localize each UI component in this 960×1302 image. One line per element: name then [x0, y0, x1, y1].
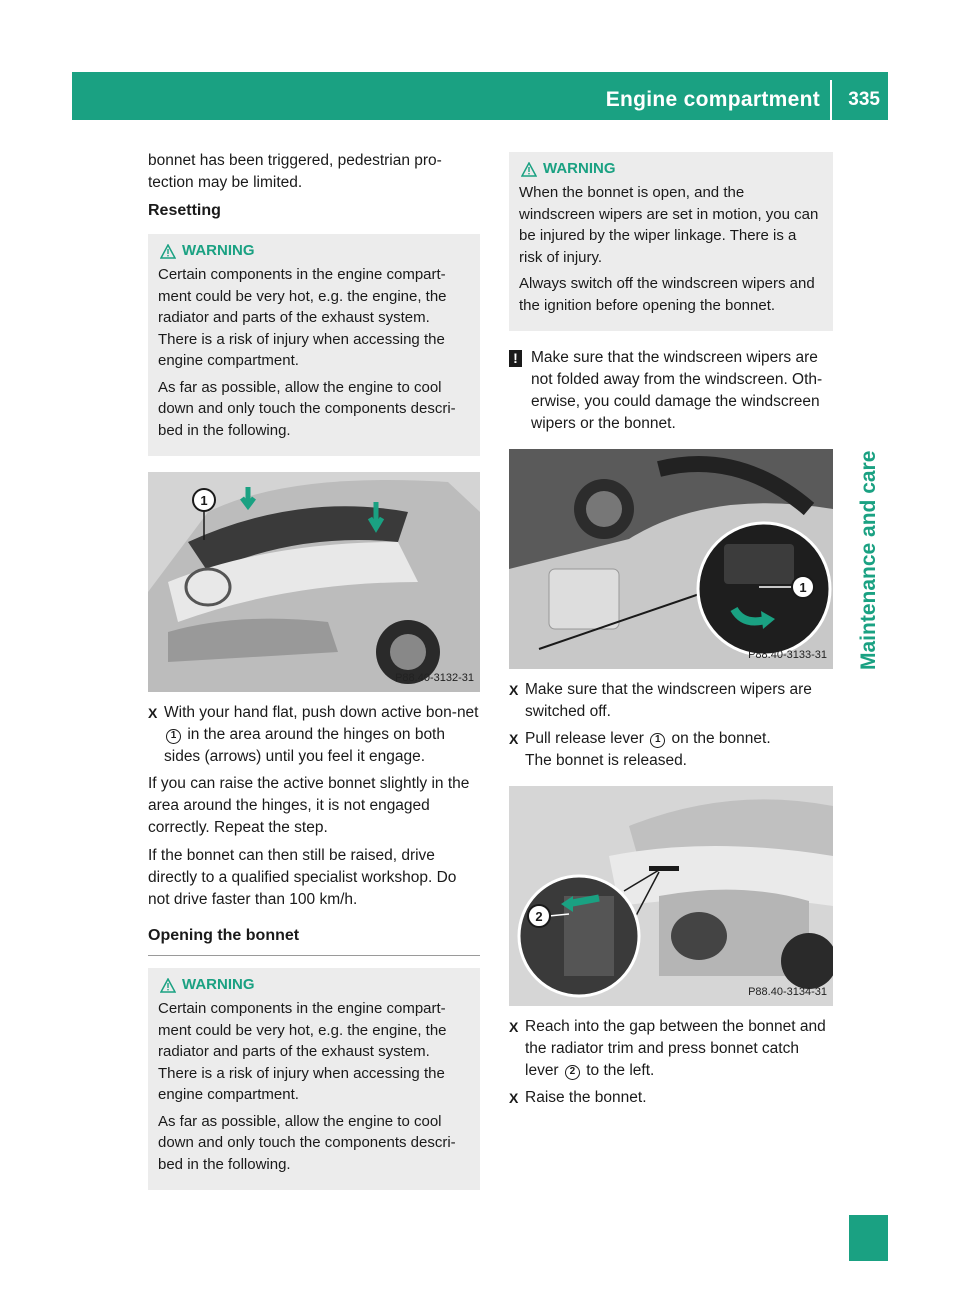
paragraph-not-engaged: If you can raise the active bonnet slightly in the area around the hinges, it is not engaged correctly. Repeat the step. — [148, 775, 470, 836]
figure-callout: 2 — [535, 909, 543, 924]
warning-label: WARNING — [182, 976, 255, 993]
release-lever-figure — [509, 449, 833, 669]
step-marker-icon: X — [509, 1090, 519, 1106]
step-wipers-off — [509, 679, 833, 723]
side-tab-label: Maintenance and care — [857, 450, 880, 670]
header-separator — [830, 80, 832, 120]
step-text: Pull release lever — [525, 730, 644, 747]
warning-text: As far as possible, allow the engine to cool down and only touch the components descri-bed in the following. — [158, 1112, 456, 1173]
warning-text: Certain components in the engine compart-ment could be very hot, e.g. the engine, the radiator and parts of the exhaust system. There is a risk of injury when accessing the engine compartment. — [158, 1000, 447, 1103]
warning-label: WARNING — [182, 242, 255, 259]
warning-header — [519, 158, 823, 180]
figure-callout: 1 — [200, 493, 208, 508]
active-bonnet-figure — [148, 472, 480, 692]
bonnet-catch-illustration — [509, 786, 833, 1006]
notice-wipers — [509, 347, 833, 435]
warning-triangle-icon — [160, 978, 176, 993]
warning-box-resetting — [148, 234, 480, 456]
step-text: in the area around the hinges on both sides (arrows) until you feel it engage. — [164, 726, 445, 765]
figure-callout: 1 — [799, 580, 807, 595]
page-number: 335 — [848, 89, 880, 110]
callout-2: 2 — [565, 1065, 580, 1080]
step-pull-lever — [509, 728, 833, 772]
paragraph-workshop: If the bonnet can then still be raised, drive directly to a qualified specialist workshop. Do not drive faster than 100 km/h. — [148, 847, 457, 908]
step-push-bonnet — [148, 702, 480, 768]
step-marker-icon: X — [509, 1019, 519, 1035]
warning-triangle-icon — [521, 162, 537, 177]
notice-icon: ! — [509, 350, 522, 367]
step-text: Raise the bonnet. — [525, 1089, 647, 1106]
warning-box-opening — [148, 968, 480, 1190]
warning-triangle-icon — [160, 244, 176, 259]
step-press-catch — [509, 1016, 833, 1082]
callout-1: 1 — [650, 733, 665, 748]
page-header-title: Engine compartment — [605, 88, 820, 111]
notice-text: Make sure that the windscreen wipers are not folded away from the windscreen. Oth-erwise, you could damage the windscreen wipers or the bonnet. — [531, 349, 823, 432]
figure-code: P88.40-3132-31 — [395, 672, 474, 684]
step-text: With your hand flat, push down active bon-net — [164, 704, 479, 721]
warning-text: Certain components in the engine compart-ment could be very hot, e.g. the engine, the radiator and parts of the exhaust system. There is a risk of injury when accessing the engine compartment. — [158, 266, 447, 369]
step-text: Reach into the gap between the bonnet and the radiator trim and press bonnet catch lever — [525, 1018, 826, 1079]
figure-code: P88.40-3134-31 — [748, 986, 827, 998]
step-text: Make sure that the windscreen wipers are switched off. — [525, 681, 812, 720]
interior-lever-illustration — [509, 449, 833, 669]
step-text: on the bonnet. — [671, 730, 771, 747]
step-marker-icon: X — [509, 682, 519, 698]
step-result: The bonnet is released. — [525, 752, 687, 769]
car-front-illustration — [148, 472, 480, 692]
header-bar — [72, 72, 888, 120]
step-text: to the left. — [586, 1062, 655, 1079]
right-column — [509, 152, 833, 1114]
resetting-heading: Resetting — [148, 202, 221, 219]
warning-text: Always switch off the windscreen wipers and the ignition before opening the bonnet. — [519, 275, 815, 314]
step-marker-icon: X — [148, 705, 158, 721]
warning-text: When the bonnet is open, and the windscreen wipers are set in motion, you can be injured by the wiper linkage. There is a risk of injury. — [519, 184, 819, 266]
warning-header — [158, 974, 470, 996]
warning-header — [158, 240, 470, 262]
step-marker-icon: X — [509, 731, 519, 747]
left-column — [148, 150, 480, 1206]
warning-label: WARNING — [543, 160, 616, 177]
opening-heading: Opening the bonnet — [148, 925, 480, 956]
side-tab-marker — [849, 1215, 888, 1261]
intro-paragraph: bonnet has been triggered, pedestrian pro-tection may be limited. — [148, 152, 442, 191]
figure-code: P88.40-3133-31 — [748, 649, 827, 661]
warning-text: As far as possible, allow the engine to cool down and only touch the components descri-bed in the following. — [158, 378, 456, 439]
step-raise-bonnet — [509, 1087, 833, 1109]
bonnet-catch-figure — [509, 786, 833, 1006]
warning-box-wipers — [509, 152, 833, 331]
callout-1: 1 — [166, 729, 181, 744]
